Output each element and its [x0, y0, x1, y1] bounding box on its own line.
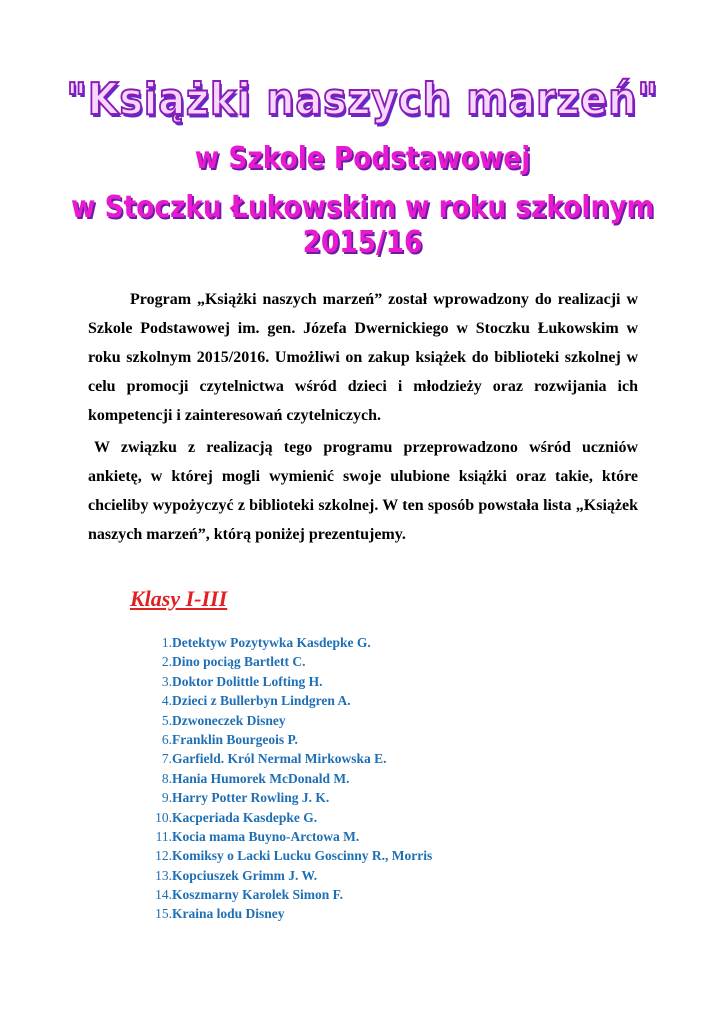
- list-item: [140, 808, 620, 827]
- list-item-title: Kocia mama Buyno-Arctowa M.: [172, 828, 360, 844]
- list-item-title: Dzieci z Bullerbyn Lindgren A.: [172, 693, 351, 709]
- list-item-title: Koszmarny Karolek Simon F.: [172, 887, 344, 903]
- list-item-title: Dzwoneczek Disney: [172, 712, 286, 728]
- list-item: [140, 904, 620, 923]
- list-item-title: Garfield. Król Nermal Mirkowska E.: [172, 751, 387, 767]
- list-item: [140, 827, 620, 846]
- intro-paragraph-2: [88, 433, 638, 549]
- list-item-title: Komiksy o Lacki Lucku Goscinny R., Morris: [172, 848, 433, 864]
- intro-paragraph-2-text: W związku z realizacją tego programu przeprowadzono wśród uczniów ankietę, w której mogli wymienić swoje ulubione książki oraz takie, które chcieliby wypożyczyć z biblioteki szkolnej. W ten sposób powstała lista „Książek naszych marzeń”, którą poniżej prezentujemy.: [88, 439, 638, 543]
- document-title: "Książki naszych marzeń": [66, 74, 659, 125]
- list-item: [140, 652, 620, 671]
- document-subtitle-location-year: w Stoczku Łukowskim w roku szkolnym 2015/16: [71, 190, 654, 260]
- list-item-number: 14.: [155, 887, 172, 903]
- list-item-title: Franklin Bourgeois P.: [172, 731, 298, 747]
- list-item-number: 8.: [161, 770, 172, 786]
- list-item-title: Kraina lodu Disney: [172, 906, 285, 922]
- list-item: [140, 691, 620, 710]
- list-item-number: 1.: [161, 635, 172, 650]
- list-item-title: Harry Potter Rowling J. K.: [172, 790, 330, 806]
- intro-paragraph-1-text: Program „Książki naszych marzeń” został wprowadzony do realizacji w Szkole Podstawowej im. gen. Józefa Dwernickiego w Stoczku Łukowskim w roku szkolnym 2015/2016. Umożliwi on zakup książek do biblioteki szkolnej w celu promocji czytelnictwa wśród dzieci i młodzieży oraz rozwijania ich kompetencji i zainteresowań czytelniczych.: [88, 291, 638, 424]
- list-item-number: 9.: [161, 790, 172, 806]
- list-item-title: Kopciuszek Grimm J. W.: [172, 867, 318, 883]
- list-item-number: 15.: [155, 906, 172, 922]
- list-item-title: Dino pociąg Bartlett C.: [172, 654, 306, 670]
- list-item: [140, 711, 620, 730]
- list-item-number: 11.: [155, 828, 172, 844]
- list-item: [140, 672, 620, 691]
- list-item-number: 6.: [161, 731, 172, 747]
- book-list: [140, 633, 620, 924]
- list-item: [140, 749, 620, 768]
- list-item-number: 13.: [155, 867, 172, 883]
- list-item-number: 10.: [155, 809, 172, 825]
- section-heading-klasy: Klasy I-III: [130, 586, 228, 611]
- list-item-number: 4.: [161, 693, 172, 709]
- list-item: [140, 769, 620, 788]
- list-item: [140, 866, 620, 885]
- list-item-number: 12.: [155, 848, 172, 864]
- list-item-title: Hania Humorek McDonald M.: [172, 770, 350, 786]
- list-item-title: Detektyw Pozytywka Kasdepke G.: [172, 635, 371, 650]
- list-item-number: 7.: [161, 751, 172, 767]
- list-item: [140, 730, 620, 749]
- document-subtitle-school: w Szkole Podstawowej: [194, 141, 531, 176]
- list-item-title: Doktor Dolittle Lofting H.: [172, 673, 323, 689]
- list-item: [140, 633, 620, 652]
- list-item-title: Kacperiada Kasdepke G.: [172, 809, 318, 825]
- list-item: [140, 788, 620, 807]
- list-item-number: 3.: [161, 673, 172, 689]
- list-item: [140, 846, 620, 865]
- intro-paragraph-1: [88, 285, 638, 430]
- list-item-number: 5.: [161, 712, 172, 728]
- list-item-number: 2.: [161, 654, 172, 670]
- list-item: [140, 885, 620, 904]
